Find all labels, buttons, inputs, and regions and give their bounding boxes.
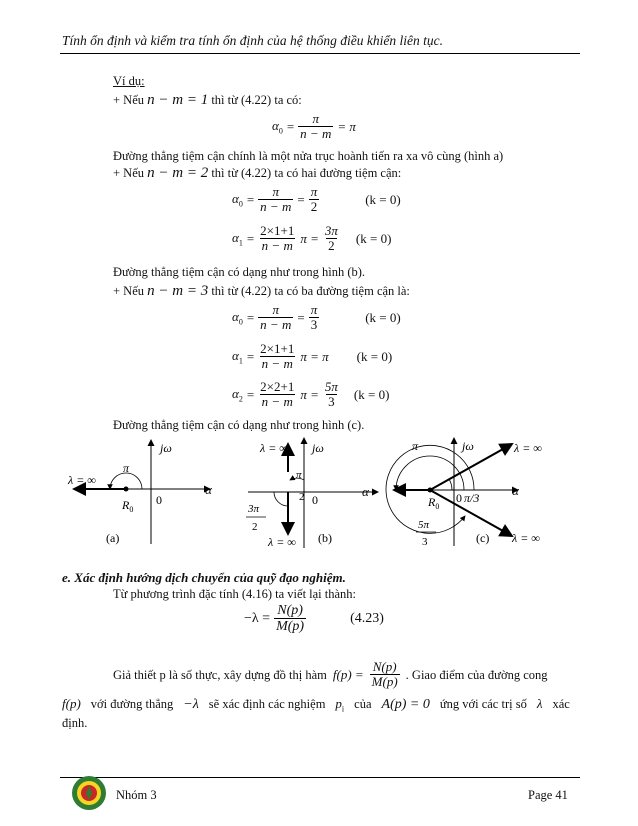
case1-prefix: + Nếu: [113, 93, 144, 107]
page-header-title: Tính ổn định và kiểm tra tính ổn định của hệ thống điều khiển liên tục.: [62, 33, 443, 48]
case3-line: + Nếu n − m = 3 thì từ (4.22) ta có ba đường tiệm cận là:: [113, 283, 410, 299]
fig-a-lambda-label: λ = ∞: [68, 473, 96, 487]
fig-b-angle-arc-down: [274, 492, 288, 506]
case2-eq1: $\alpha_1$ = $\frac{2\times 1+1}{n - m}$ π = $\frac{3\pi}{2}$ (k = 0): [232, 223, 392, 254]
fig-a-r0-label: $R_0$: [122, 498, 134, 514]
fig-b-caption: (b): [318, 531, 332, 545]
fig-a-pi-label: π: [123, 461, 130, 475]
figure-b: [246, 438, 378, 549]
case1-note: Đường thẳng tiệm cận chính là một nửa trục hoành tiến ra xa vô cùng (hình a): [113, 149, 504, 163]
fig-b-lambda-top: λ = ∞: [260, 441, 288, 455]
fig-b-pi-label: π: [296, 469, 302, 481]
case3-note: Đường thẳng tiệm cận có dạng như trong hình (c).: [113, 418, 365, 432]
fig-c-arc-pi3: [449, 479, 452, 490]
case2-eq0: $\alpha_0$ = $\frac{\pi}{n - m}$ = $\frac{\pi}{2}$ (k = 0): [232, 184, 401, 215]
fig-c-5pi-label: 5π: [418, 519, 430, 531]
figure-a: [67, 440, 213, 545]
case2-note: Đường thẳng tiệm cận có dạng như trong hình (b).: [113, 265, 366, 279]
fig-c-origin-label: 0: [456, 491, 462, 505]
fig-b-two-label: 2: [299, 491, 305, 503]
fig-c-alpha-label: α: [512, 483, 519, 498]
section-e-para1: Giả thiết p là số thực, xây dựng đồ thị hàm f(p) = $\frac{N(p)}{M(p)}$ . Giao điểm của đường cong: [113, 659, 548, 690]
fig-a-jw-label: jω: [160, 441, 172, 455]
fig-b-lambda-bottom: λ = ∞: [268, 535, 296, 549]
fig-b-den-label: 2: [252, 521, 258, 533]
footer-rule: [60, 777, 580, 778]
fig-c-jw-label: jω: [462, 439, 474, 453]
fig-b-origin-label: 0: [312, 493, 318, 507]
equation-tag: (4.23): [350, 611, 384, 627]
equation-4-23: −λ = $\frac{N(p)}{M(p)}$ (4.23): [244, 603, 384, 635]
university-logo-icon: [71, 775, 107, 811]
fig-c-r0-label: $R_0$: [428, 495, 440, 511]
fig-c-lambda-bottom: λ = ∞: [512, 531, 540, 545]
case3-eq1: $\alpha_1$ = $\frac{2\times 1+1}{n - m}$ π = π (k = 0): [232, 341, 393, 372]
fig-b-alpha-label: α: [362, 484, 369, 499]
section-e-para3: định.: [62, 716, 88, 730]
section-e-para2: f(p) với đường thẳng −λ sẽ xác định các nghiệm $p_i$ của A(p) = 0 ứng với các trị số λ xác: [62, 696, 570, 714]
fig-c-lambda-top: λ = ∞: [514, 441, 542, 455]
fig-a-r0-point: [124, 487, 129, 492]
case3-eq0: $\alpha_0$ = $\frac{\pi}{n - m}$ = $\frac{\pi}{3}$ (k = 0): [232, 302, 401, 333]
case1-condition: n − m = 1: [147, 92, 209, 108]
fig-a-origin-label: 0: [156, 493, 162, 507]
fig-b-3pi-label: 3π: [248, 503, 260, 515]
footer-group: Nhóm 3: [116, 788, 157, 802]
fig-a-alpha-label: α: [205, 482, 212, 497]
section-e-title: e. Xác định hướng dịch chuyển của quỹ đạo nghiệm.: [62, 570, 346, 585]
case1-equation: $\alpha_0$ = $\frac{\pi}{n - m}$ = π: [272, 111, 356, 142]
case3-eq2: $\alpha_2$ = $\frac{2\times 2+1}{n - m}$ π = $\frac{5\pi}{3}$ (k = 0): [232, 379, 390, 410]
fig-c-caption: (c): [476, 531, 490, 545]
fig-c-r0-point: [428, 488, 433, 493]
fig-a-caption: (a): [106, 531, 120, 545]
fig-b-jw-label: jω: [312, 441, 324, 455]
footer-page-number: Page 41: [528, 788, 568, 802]
case2-condition: n − m = 2: [147, 165, 209, 181]
section-e-intro: Từ phương trình đặc tính (4.16) ta viết lại thành:: [113, 587, 357, 601]
header-rule: [60, 53, 580, 54]
figure-c: [386, 438, 542, 548]
case1-line: [113, 92, 302, 109]
example-label: Ví dụ:: [113, 74, 145, 88]
fig-c-den-label: 3: [422, 536, 428, 548]
case2-line: + Nếu n − m = 2 thì từ (4.22) ta có hai đường tiệm cận:: [113, 165, 402, 181]
fig-c-pi-label: π: [412, 439, 419, 453]
fig-c-pi3-label: π/3: [464, 491, 480, 505]
case3-condition: n − m = 3: [147, 283, 209, 299]
asymptote-figures: [60, 432, 580, 552]
case1-suffix: thì từ (4.22) ta có:: [211, 93, 302, 107]
